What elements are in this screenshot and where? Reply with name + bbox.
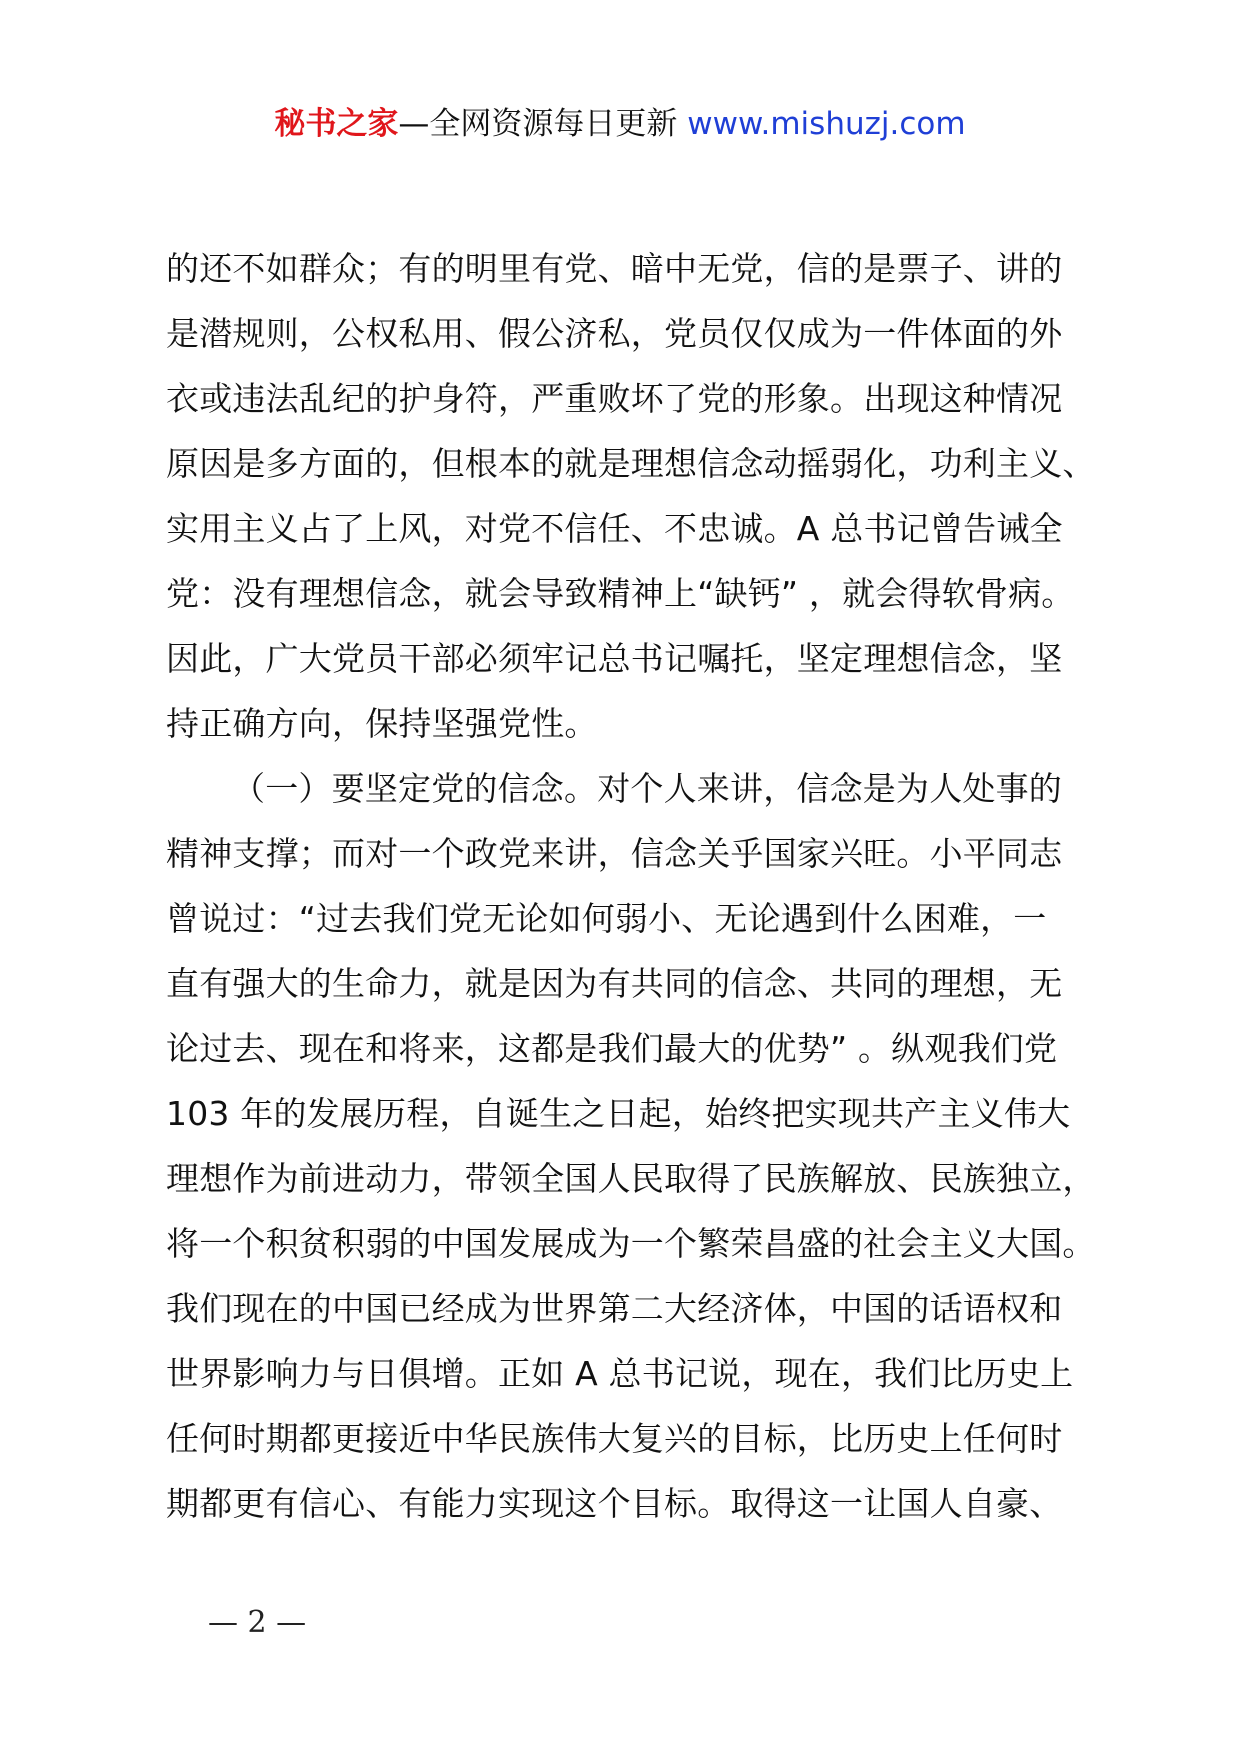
header-slogan: —全网资源每日更新 [398,106,688,142]
body-line: 原因是多方面的，但根本的就是理想信念动摇弱化，功利主义、 [166,444,1096,483]
body-line: 是潜规则，公权私用、假公济私，党员仅仅成为一件体面的外 [166,314,1063,353]
body-line: 精神支撑；而对一个政党来讲，信念关乎国家兴旺。小平同志 [166,834,1063,873]
body-line: 衣或违法乱纪的护身符，严重败坏了党的形象。出现这种情况 [166,379,1063,418]
body-line: 期都更有信心、有能力实现这个目标。取得这一让国人自豪、 [166,1484,1063,1523]
body-line: 持正确方向，保持坚强党性。 [166,704,598,743]
body-line: 我们现在的中国已经成为世界第二大经济体，中国的话语权和 [166,1289,1063,1328]
page-number: — 2 — [208,1605,307,1640]
body-line: 将一个积贫积弱的中国发展成为一个繁荣昌盛的社会主义大国。 [166,1224,1096,1263]
body-line: 世界影响力与日俱增。正如 A 总书记说，现在，我们比历史上 [166,1354,1074,1393]
body-line: 论过去、现在和将来，这都是我们最大的优势” 。纵观我们党 [166,1029,1058,1068]
header-url-link[interactable]: www.mishuzj.com [687,106,966,142]
body-line: 理想作为前进动力，带领全国人民取得了民族解放、民族独立， [166,1159,1096,1198]
body-line: 党：没有理想信念，就会导致精神上“缺钙” ，就会得软骨病。 [166,574,1075,613]
section-heading-line: （一）要坚定党的信念。对个人来讲，信念是为人处事的 [232,769,1062,808]
page-header [0,100,1240,148]
body-line: 的还不如群众；有的明里有党、暗中无党，信的是票子、讲的 [166,249,1063,288]
document-body [166,236,1126,1536]
body-line: 因此，广大党员干部必须牢记总书记嘱托，坚定理想信念，坚 [166,639,1063,678]
header-brand: 秘书之家 [274,106,399,142]
body-line: 直有强大的生命力，就是因为有共同的信念、共同的理想，无 [166,964,1063,1003]
body-line: 103 年的发展历程，自诞生之日起，始终把实现共产主义伟大 [166,1094,1071,1133]
body-line: 任何时期都更接近中华民族伟大复兴的目标，比历史上任何时 [166,1419,1063,1458]
body-line: 曾说过：“过去我们党无论如何弱小、无论遇到什么困难，一 [166,899,1047,938]
body-line: 实用主义占了上风，对党不信任、不忠诚。A 总书记曾告诫全 [166,509,1063,548]
